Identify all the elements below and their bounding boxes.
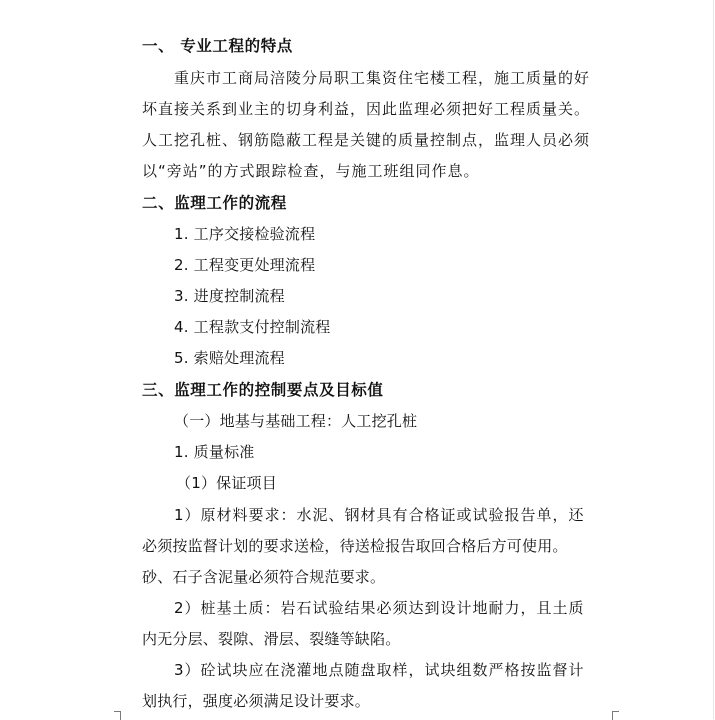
flow-list-item: 1. 工序交接检验流程: [174, 225, 316, 243]
paragraph-line: 3）砼试块应在浇灌地点随盘取样，试块组数严格按监督计: [174, 661, 585, 679]
paragraph-line: 人工挖孔桩、钢筋隐蔽工程是关键的质量控制点，监理人员必须: [142, 131, 591, 149]
paragraph-line: 2）桩基土质：岩石试验结果必须达到设计地耐力，且土质: [174, 599, 585, 617]
subheading: （一）地基与基础工程：人工挖孔桩: [174, 412, 418, 430]
paragraph-line: 砂、石子含泥量必须符合规范要求。: [142, 568, 386, 586]
section-heading-1: 一、 专业工程的特点: [142, 37, 293, 55]
flow-list-item: 2. 工程变更处理流程: [174, 256, 316, 274]
flow-list-item: 3. 进度控制流程: [174, 287, 285, 305]
section-heading-2: 二、监理工作的流程: [142, 194, 287, 212]
paragraph-line: 重庆市工商局涪陵分局职工集资住宅楼工程，施工质量的好: [174, 69, 591, 87]
subheading: 1. 质量标准: [174, 443, 255, 461]
flow-list-item: 5. 索赔处理流程: [174, 349, 285, 367]
paragraph-line: 必须按监督计划的要求送检，待送检报告取回合格后方可使用。: [142, 537, 568, 555]
section-heading-3: 三、监理工作的控制要点及目标值: [142, 381, 384, 399]
paragraph-line: 内无分层、裂隙、滑层、裂缝等缺陷。: [142, 630, 401, 648]
subheading: （1）保证项目: [176, 474, 277, 492]
paragraph-line: 1）原材料要求：水泥、钢材具有合格证或试验报告单，还: [174, 506, 585, 524]
paragraph-line: 划执行，强度必须满足设计要求。: [142, 692, 371, 710]
paragraph-line: 以“旁站”的方式跟踪检查，与施工班组同作息。: [142, 162, 480, 180]
page-edge: [713, 0, 714, 719]
flow-list-item: 4. 工程款支付控制流程: [174, 318, 331, 336]
paragraph-line: 坏直接关系到业主的切身利益，因此监理必须把好工程质量关。: [142, 100, 591, 118]
